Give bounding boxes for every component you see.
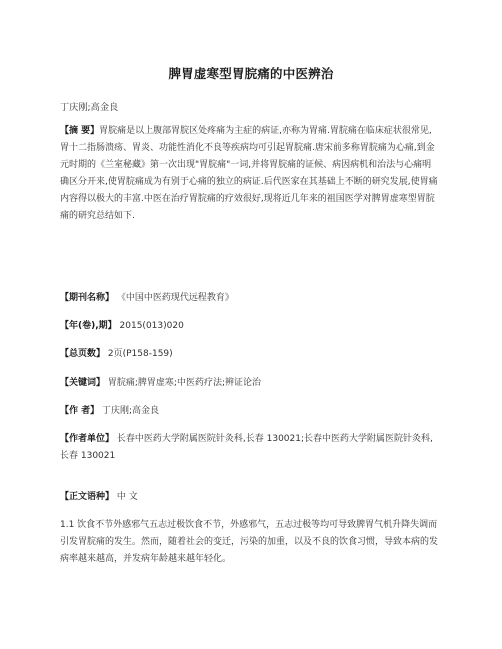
abstract-label: 【摘 要】 [60,126,100,136]
authors-field [60,403,440,420]
language-value: 中 文 [116,492,138,502]
pages-field [60,346,440,363]
abstract-section [60,123,440,225]
journal-field [60,290,440,307]
pages-value: 2页(P158-159) [107,349,173,359]
authors-label: 【作 者】 [60,406,100,416]
abstract-text: 胃脘痛是以上腹部胃脘区处疼痛为主症的病证,亦称为胃痛.胃脘痛在临床症状很常见,胃十二指肠溃疡、胃炎、功能性消化不良等疾病均可引起胃脘痛.唐宋前多称胃脘痛为心痛,到金元时期的《兰室秘藏》第一次出现"胃脘痛"一词,并将胃脘痛的证候、病因病机和治法与心痛明确区分开来,使胃脘痛成为有别于心痛的独立的病证.后代医家在其基础上不断的研究发展,使胃痛内容得以极大的丰富.中医在治疗胃脘痛的疗效很好,现将近几年来的祖国医学对脾胃虚寒型胃脘痛的研究总结如下. [60,126,438,221]
year-label: 【年(卷),期】 [60,321,117,331]
keywords-value: 胃脘痛;脾胃虚寒;中医药疗法;辨证论治 [107,378,261,388]
unit-label: 【作者单位】 [60,434,115,444]
unit-field [60,431,440,465]
pages-label: 【总页数】 [60,349,106,359]
authors-value: 丁庆刚;高金良 [102,406,160,416]
keywords-label: 【关键词】 [60,378,106,388]
paper-title: 脾胃虚寒型胃脘痛的中医辨治 [168,66,334,81]
language-label: 【正文语种】 [60,492,115,502]
year-field [60,318,440,335]
unit-value: 长春中医药大学附属医院针灸科,长春 130021;长春中医药大学附属医院针灸科,长春 130021 [60,434,433,461]
language-field [60,489,440,506]
journal-label: 【期刊名称】 [60,293,115,303]
year-value: 2015(013)020 [119,321,184,331]
body-paragraph: 1.1 饮食不节外感邪气五志过极饮食不节，外感邪气，五志过极等均可导致脾胃气机升降失调而引发胃脘痛的发生。然而，随着社会的变迁，污染的加重，以及不良的饮食习惯，导致本病的发病率越来越高，并发病年龄越来越年轻化。 [60,520,439,564]
keywords-field [60,375,440,392]
author-line: 丁庆刚;高金良 [60,102,119,113]
journal-value: 《中国中医药现代远程教育》 [116,293,234,303]
